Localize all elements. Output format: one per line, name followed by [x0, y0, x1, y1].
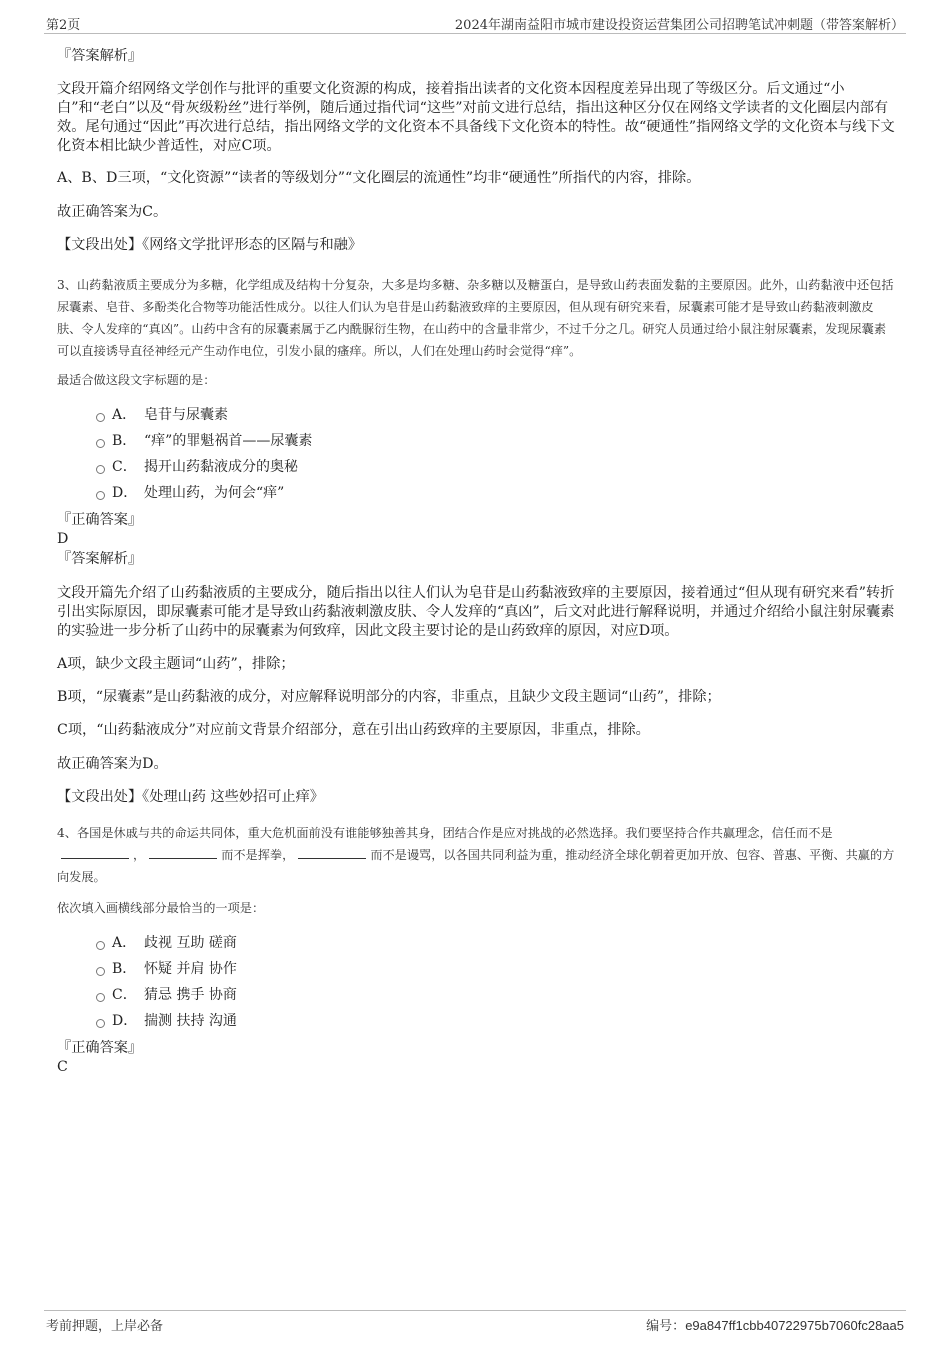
- q3-option-a[interactable]: [96, 405, 228, 425]
- option-text: “痒”的罪魁祸首——尿囊素: [144, 433, 313, 449]
- q3-stem: 3、山药黏液质主要成分为多糖，化学组成及结构十分复杂，大多是均多糖、杂多糖以及糖蛋白，是导致山药表面发黏的主要原因。此外，山药黏液中还包括尿囊素、皂苷、多酚类化合物等功能活性成分。以往人们认为皂苷是山药黏液致痒的主要原因，但从现有研究来看，尿囊素可能才是导致山药黏液刺激皮肤、令人发痒的“真凶”。山药中含有的尿囊素属于乙内酰脲衍生物，在山药中的含量非常少，不过千分之几。研究人员通过给小鼠注射尿囊素，发现尿囊素可以直接诱导直径神经元产生动作电位，引发小鼠的瘙痒。所以，人们在处理山药时会觉得“痒”。: [57, 278, 894, 358]
- q4-stem: [57, 822, 897, 888]
- page-number: 第2页: [46, 18, 81, 33]
- q2-analysis-label: 『答案解析』: [57, 48, 143, 64]
- option-letter: B．: [112, 961, 137, 977]
- q4-correct-label: 『正确答案』: [57, 1040, 143, 1056]
- radio-icon[interactable]: [96, 439, 105, 448]
- q3-option-d[interactable]: [96, 483, 284, 503]
- option-letter: C．: [112, 459, 137, 475]
- radio-icon[interactable]: [96, 491, 105, 500]
- q2-analysis-paragraph: 文段开篇介绍网络文学创作与批评的重要文化资源的构成，接着指出读者的文化资本因程度差异出现了等级区分。后文通过“小白”和“老白”以及“骨灰级粉丝”进行举例，随后通过指代词“这些”对前文进行总结，指出这种区分仅在网络文学读者的文化圈层内部有效。尾句通过“因此”再次进行总结，指出网络文学的文化资本不具备线下文化资本的特性。故“硬通性”指网络文学的文化资本与线下文化资本相比缺少普适性，对应C项。: [57, 81, 895, 154]
- radio-icon[interactable]: [96, 967, 105, 976]
- option-text: 怀疑 并肩 协作: [144, 961, 237, 977]
- q3-analysis-paragraph: B项，“尿囊素”是山药黏液的成分，对应解释说明部分的内容，非重点，且缺少文段主题词“山药”，排除；: [57, 689, 721, 705]
- answer-blank: [149, 846, 217, 859]
- q2-analysis-paragraph: 故正确答案为C。: [57, 204, 168, 220]
- q3-analysis-paragraph: C项，“山药黏液成分”对应前文背景介绍部分，意在引出山药致痒的主要原因，非重点，排除。: [57, 722, 650, 738]
- footer-divider: [44, 1310, 906, 1311]
- q4-option-a[interactable]: [96, 933, 237, 953]
- q3-analysis-paragraph: 故正确答案为D。: [57, 756, 168, 772]
- radio-icon[interactable]: [96, 413, 105, 422]
- option-text: 处理山药，为何会“痒”: [144, 485, 285, 501]
- answer-blank: [298, 846, 366, 859]
- option-letter: B．: [112, 433, 137, 449]
- q4-option-c[interactable]: [96, 985, 237, 1005]
- q3-analysis-paragraph: 文段开篇先介绍了山药黏液质的主要成分，随后指出以往人们认为皂苷是山药黏液致痒的主要原因，接着通过“但从现有研究来看”转折引出实际原因，即尿囊素可能才是导致山药黏液刺激皮肤、令人发痒的“真凶”，后文对此进行解释说明，并通过介绍给小鼠注射尿囊素的实验进一步分析了山药中的尿囊素为何致痒，因此文段主要讨论的是山药致痒的原因，对应D项。: [57, 585, 895, 639]
- option-text: 猜忌 携手 协商: [144, 987, 237, 1003]
- option-text: 揭开山药黏液成分的奥秘: [144, 459, 298, 475]
- option-letter: C．: [112, 987, 137, 1003]
- document-title: 2024年湖南益阳市城市建设投资运营集团公司招聘笔试冲刺题（带答案解析）: [454, 18, 904, 33]
- q2-source: 【文段出处】《网络文学批评形态的区隔与和融》: [57, 237, 363, 253]
- q3-correct-label: 『正确答案』: [57, 512, 143, 528]
- document-code: [646, 1315, 904, 1334]
- q4-correct-answer: C: [57, 1059, 68, 1075]
- option-letter: D．: [112, 1013, 138, 1029]
- code-label: 编号：: [646, 1319, 686, 1334]
- q3-prompt: 最适合做这段文字标题的是：: [57, 373, 216, 387]
- answer-blank: [61, 846, 129, 859]
- radio-icon[interactable]: [96, 1019, 105, 1028]
- q4-stem-text: 4、各国是休戚与共的命运共同体，重大危机面前没有谁能够独善其身，团结合作是应对挑战的必然选择。我们要坚持合作共赢理念，信任而不是: [57, 826, 833, 840]
- q4-option-d[interactable]: [96, 1011, 237, 1031]
- option-text: 皂苷与尿囊素: [144, 407, 228, 423]
- q2-analysis-paragraph: A、B、D三项，“文化资源”“读者的等级划分”“文化圈层的流通性”均非“硬通性”所指代的内容，排除。: [57, 170, 701, 186]
- option-letter: A．: [112, 935, 137, 951]
- option-letter: A．: [112, 407, 137, 423]
- radio-icon[interactable]: [96, 465, 105, 474]
- q4-stem-text: ，: [133, 848, 146, 862]
- q4-stem-text: 而不是谩骂，以各国共同利益为重，推动经济全球化朝着更加开放、包容、普惠、平衡、共赢的方向发展。: [57, 848, 895, 884]
- footer-slogan: 考前押题，上岸必备: [46, 1319, 164, 1334]
- radio-icon[interactable]: [96, 941, 105, 950]
- option-text: 歧视 互助 磋商: [144, 935, 237, 951]
- header-divider: [44, 33, 906, 34]
- q4-stem-text: 而不是挥拳，: [221, 848, 295, 862]
- q3-option-c[interactable]: [96, 457, 298, 477]
- q4-prompt: 依次填入画横线部分最恰当的一项是：: [57, 901, 265, 915]
- code-value: e9a847ff1cbb40722975b7060fc28aa5: [685, 1318, 904, 1333]
- option-text: 揣测 扶持 沟通: [144, 1013, 237, 1029]
- q4-option-b[interactable]: [96, 959, 237, 979]
- q3-analysis-paragraph: A项，缺少文段主题词“山药”，排除；: [57, 656, 295, 672]
- radio-icon[interactable]: [96, 993, 105, 1002]
- q3-source: 【文段出处】《处理山药 这些妙招可止痒》: [57, 789, 324, 805]
- q3-analysis-label: 『答案解析』: [57, 551, 143, 567]
- q3-option-b[interactable]: [96, 431, 312, 451]
- option-letter: D．: [112, 485, 138, 501]
- q3-correct-answer: D: [57, 531, 69, 547]
